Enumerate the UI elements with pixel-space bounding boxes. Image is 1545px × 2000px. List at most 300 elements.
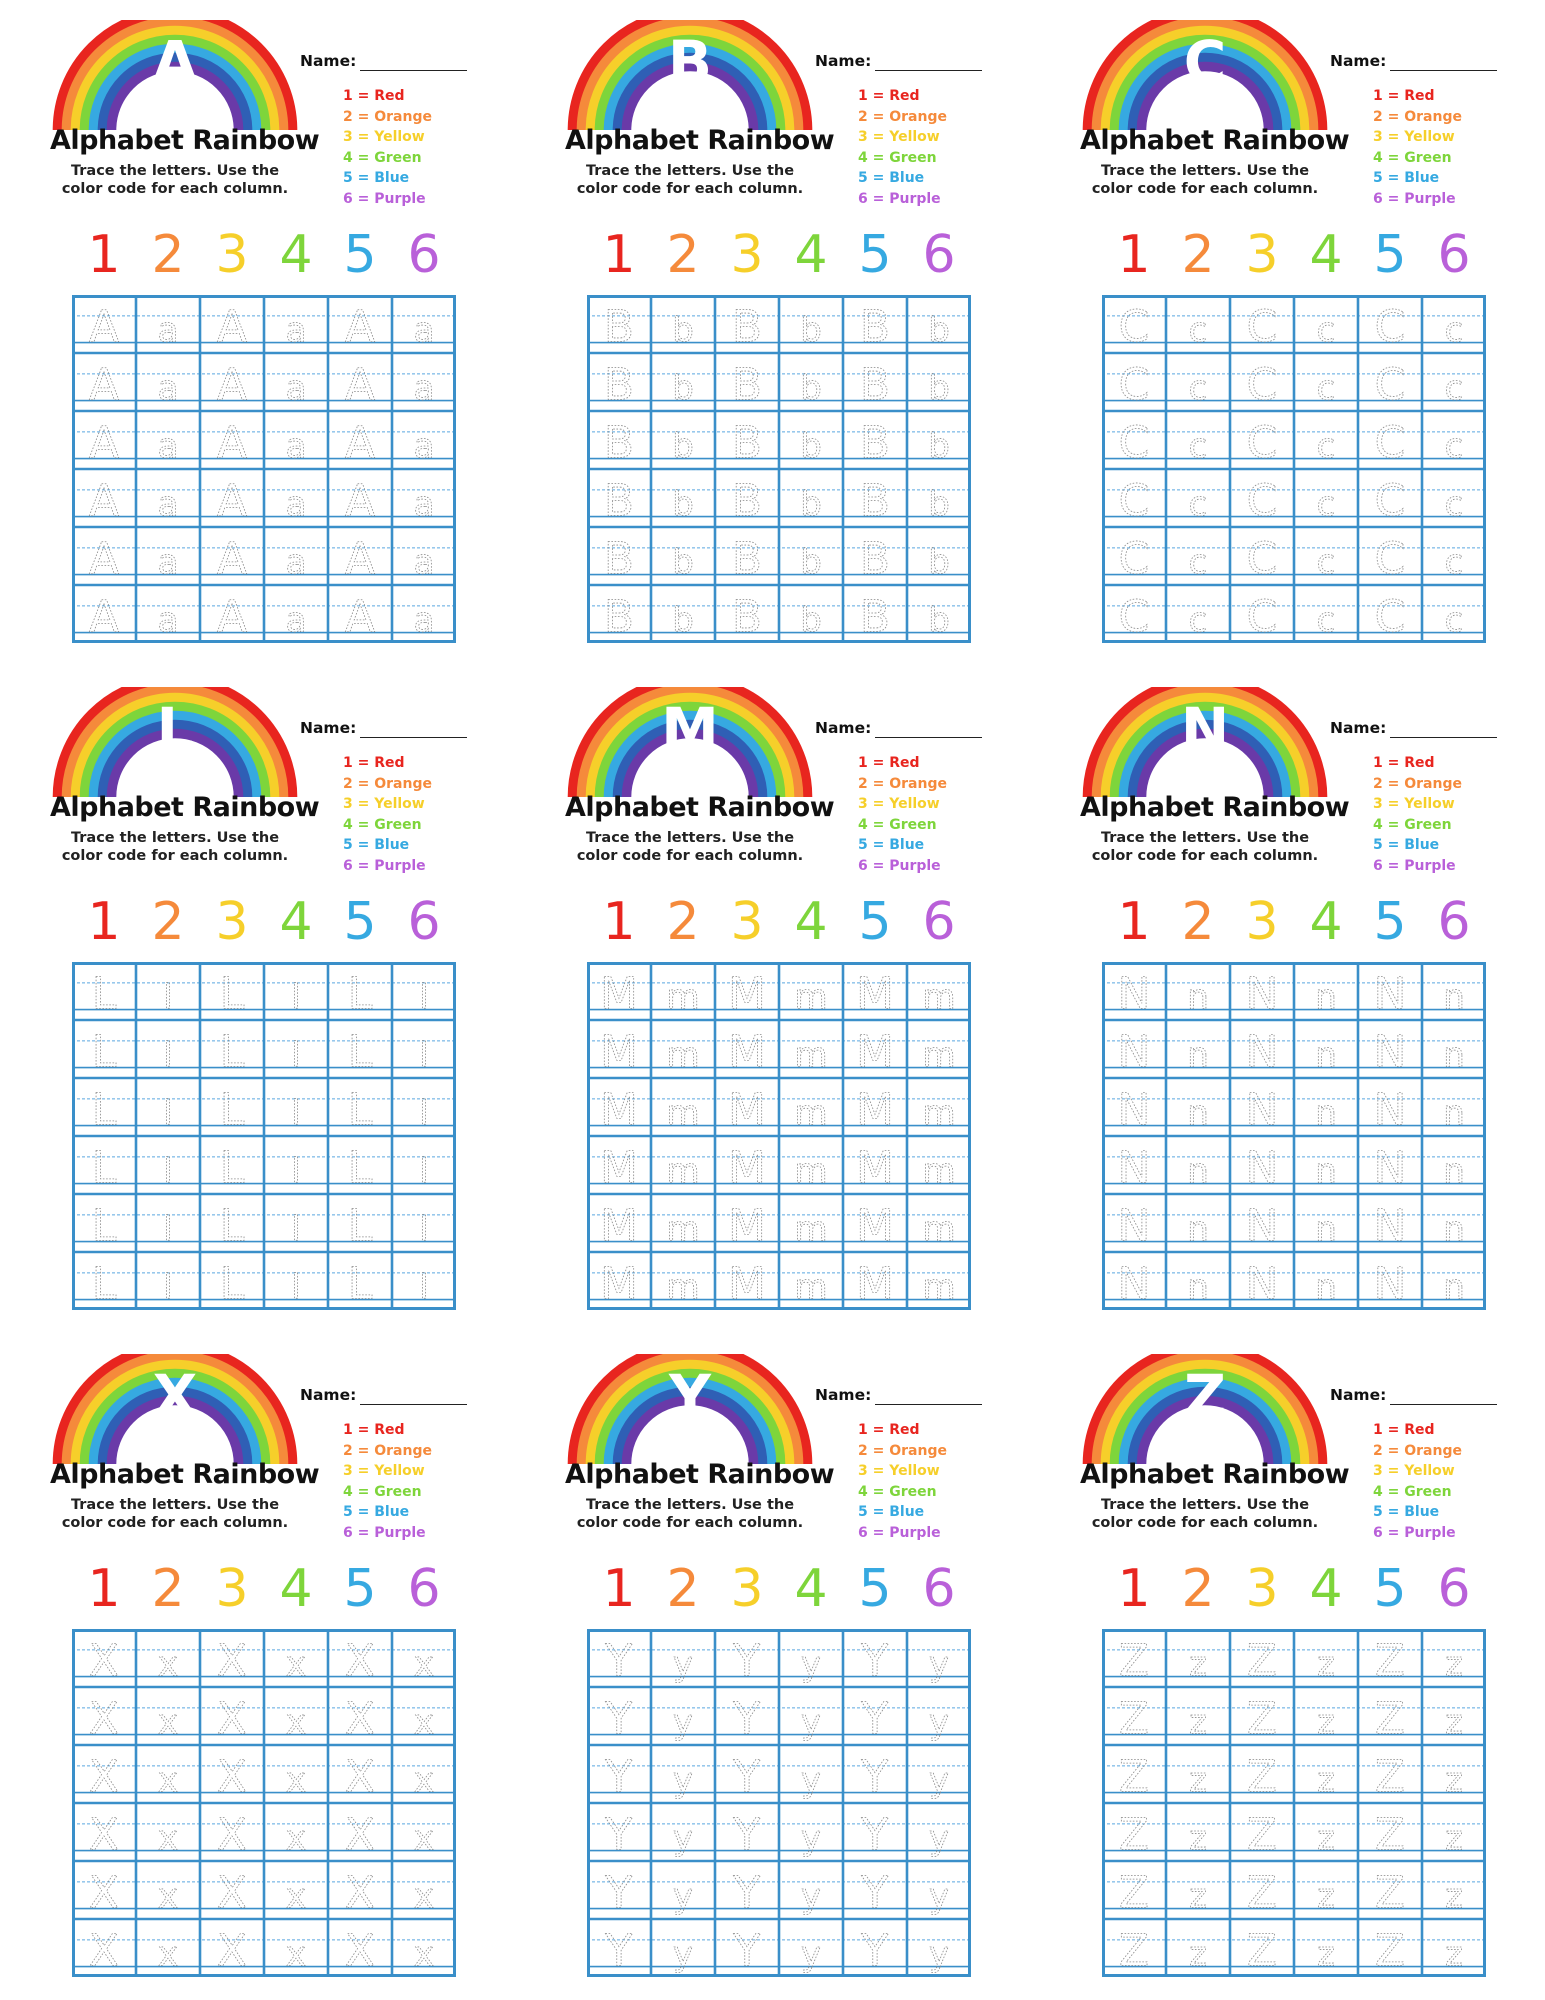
trace-letter[interactable]: y [672, 1934, 694, 1975]
trace-letter[interactable]: b [928, 426, 950, 467]
trace-letter[interactable]: A [216, 359, 248, 411]
trace-letter[interactable]: y [928, 1818, 950, 1859]
trace-letter[interactable]: x [285, 1644, 307, 1685]
trace-letter[interactable]: c [1444, 426, 1464, 467]
trace-letter[interactable]: Y [605, 1693, 633, 1745]
trace-letter[interactable]: X [344, 1925, 376, 1977]
trace-letter[interactable]: B [859, 533, 891, 585]
trace-letter[interactable]: N [1373, 1026, 1407, 1078]
trace-letter[interactable]: Y [861, 1809, 889, 1861]
trace-letter[interactable]: M [728, 1258, 766, 1310]
trace-letter[interactable]: C [1374, 533, 1406, 585]
trace-letter[interactable]: Y [861, 1693, 889, 1745]
tracing-grid[interactable] [587, 1629, 971, 1977]
trace-letter[interactable]: l [291, 1035, 301, 1076]
trace-letter[interactable]: b [672, 542, 694, 583]
trace-letter[interactable]: L [347, 1258, 373, 1310]
trace-letter[interactable]: N [1373, 1200, 1407, 1252]
trace-letter[interactable]: z [1189, 1818, 1207, 1859]
trace-letter[interactable]: M [600, 968, 638, 1020]
trace-letter[interactable]: y [928, 1760, 950, 1801]
trace-letter[interactable]: N [1117, 1200, 1151, 1252]
trace-letter[interactable]: z [1317, 1760, 1335, 1801]
trace-letter[interactable]: X [88, 1925, 120, 1977]
tracing-grid[interactable] [587, 962, 971, 1310]
trace-letter[interactable]: z [1445, 1934, 1463, 1975]
trace-letter[interactable]: x [157, 1876, 179, 1917]
trace-letter[interactable]: a [285, 484, 307, 525]
trace-letter[interactable]: N [1117, 968, 1151, 1020]
trace-letter[interactable]: x [413, 1644, 435, 1685]
trace-letter[interactable]: A [88, 475, 120, 527]
trace-letter[interactable]: Z [1246, 1809, 1278, 1861]
trace-letter[interactable]: n [1315, 1035, 1337, 1076]
trace-letter[interactable]: N [1117, 1142, 1151, 1194]
trace-letter[interactable]: c [1316, 310, 1336, 351]
trace-letter[interactable]: Z [1246, 1751, 1278, 1803]
trace-letter[interactable]: c [1444, 542, 1464, 583]
trace-letter[interactable]: C [1246, 475, 1278, 527]
trace-letter[interactable]: A [344, 301, 376, 353]
trace-letter[interactable]: x [157, 1818, 179, 1859]
trace-letter[interactable]: x [413, 1760, 435, 1801]
trace-letter[interactable]: a [285, 600, 307, 641]
trace-letter[interactable]: b [672, 368, 694, 409]
trace-letter[interactable]: z [1189, 1934, 1207, 1975]
trace-letter[interactable]: M [856, 1142, 894, 1194]
trace-letter[interactable]: B [731, 301, 763, 353]
trace-letter[interactable]: y [800, 1876, 822, 1917]
trace-letter[interactable]: l [163, 1267, 173, 1308]
name-write-line[interactable] [360, 1404, 467, 1405]
trace-letter[interactable]: Z [1246, 1635, 1278, 1687]
trace-letter[interactable]: b [672, 484, 694, 525]
trace-letter[interactable]: x [413, 1818, 435, 1859]
trace-letter[interactable]: c [1444, 484, 1464, 525]
trace-letter[interactable]: Y [861, 1635, 889, 1687]
trace-letter[interactable]: x [157, 1702, 179, 1743]
trace-letter[interactable]: n [1315, 1093, 1337, 1134]
trace-letter[interactable]: Z [1246, 1867, 1278, 1919]
trace-letter[interactable]: a [413, 600, 435, 641]
trace-letter[interactable]: y [672, 1702, 694, 1743]
trace-letter[interactable]: M [600, 1084, 638, 1136]
trace-letter[interactable]: n [1187, 977, 1209, 1018]
trace-letter[interactable]: L [91, 1258, 117, 1310]
trace-letter[interactable]: L [91, 968, 117, 1020]
trace-letter[interactable]: n [1187, 1209, 1209, 1250]
trace-letter[interactable]: A [88, 301, 120, 353]
trace-letter[interactable]: y [800, 1702, 822, 1743]
trace-letter[interactable]: x [285, 1818, 307, 1859]
trace-letter[interactable]: b [928, 368, 950, 409]
trace-letter[interactable]: X [344, 1751, 376, 1803]
trace-letter[interactable]: C [1246, 359, 1278, 411]
trace-letter[interactable]: Y [733, 1925, 761, 1977]
trace-letter[interactable]: y [800, 1934, 822, 1975]
trace-letter[interactable]: L [91, 1026, 117, 1078]
trace-letter[interactable]: A [216, 475, 248, 527]
trace-letter[interactable]: c [1316, 600, 1336, 641]
trace-letter[interactable]: B [731, 475, 763, 527]
trace-letter[interactable]: N [1245, 1026, 1279, 1078]
trace-letter[interactable]: M [856, 1258, 894, 1310]
trace-letter[interactable]: Y [605, 1809, 633, 1861]
name-write-line[interactable] [875, 70, 982, 71]
trace-letter[interactable]: z [1445, 1644, 1463, 1685]
trace-letter[interactable]: l [291, 1093, 301, 1134]
trace-letter[interactable]: L [219, 1142, 245, 1194]
trace-letter[interactable]: n [1187, 1151, 1209, 1192]
trace-letter[interactable]: c [1188, 368, 1208, 409]
trace-letter[interactable]: M [728, 1084, 766, 1136]
trace-letter[interactable]: C [1246, 301, 1278, 353]
trace-letter[interactable]: N [1245, 1200, 1279, 1252]
trace-letter[interactable]: l [291, 1209, 301, 1250]
trace-letter[interactable]: x [157, 1760, 179, 1801]
trace-letter[interactable]: z [1317, 1644, 1335, 1685]
trace-letter[interactable]: Z [1374, 1693, 1406, 1745]
trace-letter[interactable]: M [728, 1142, 766, 1194]
trace-letter[interactable]: x [285, 1934, 307, 1975]
trace-letter[interactable]: L [347, 1026, 373, 1078]
trace-letter[interactable]: N [1117, 1084, 1151, 1136]
trace-letter[interactable]: A [88, 591, 120, 643]
trace-letter[interactable]: N [1245, 1258, 1279, 1310]
trace-letter[interactable]: N [1117, 1026, 1151, 1078]
trace-letter[interactable]: z [1317, 1702, 1335, 1743]
trace-letter[interactable]: Y [605, 1925, 633, 1977]
trace-letter[interactable]: m [922, 1209, 956, 1250]
trace-letter[interactable]: a [413, 310, 435, 351]
trace-letter[interactable]: L [219, 1258, 245, 1310]
trace-letter[interactable]: n [1315, 1209, 1337, 1250]
trace-letter[interactable]: L [347, 1200, 373, 1252]
trace-letter[interactable]: z [1189, 1876, 1207, 1917]
trace-letter[interactable]: m [666, 1093, 700, 1134]
trace-letter[interactable]: a [285, 426, 307, 467]
trace-letter[interactable]: B [731, 591, 763, 643]
trace-letter[interactable]: C [1118, 417, 1150, 469]
trace-letter[interactable]: X [216, 1693, 248, 1745]
trace-letter[interactable]: c [1444, 368, 1464, 409]
tracing-grid[interactable] [72, 295, 456, 643]
trace-letter[interactable]: L [219, 1026, 245, 1078]
trace-letter[interactable]: b [928, 600, 950, 641]
trace-letter[interactable]: l [419, 1209, 429, 1250]
trace-letter[interactable]: y [928, 1644, 950, 1685]
trace-letter[interactable]: m [666, 1267, 700, 1308]
trace-letter[interactable]: l [419, 1093, 429, 1134]
trace-letter[interactable]: y [928, 1876, 950, 1917]
trace-letter[interactable]: z [1445, 1760, 1463, 1801]
trace-letter[interactable]: B [859, 591, 891, 643]
trace-letter[interactable]: c [1188, 600, 1208, 641]
trace-letter[interactable]: Z [1118, 1693, 1150, 1745]
trace-letter[interactable]: b [800, 600, 822, 641]
trace-letter[interactable]: N [1373, 968, 1407, 1020]
trace-letter[interactable]: M [600, 1142, 638, 1194]
trace-letter[interactable]: c [1188, 484, 1208, 525]
trace-letter[interactable]: Z [1246, 1925, 1278, 1977]
tracing-grid[interactable] [72, 962, 456, 1310]
trace-letter[interactable]: Y [605, 1867, 633, 1919]
trace-letter[interactable]: M [600, 1200, 638, 1252]
trace-letter[interactable]: a [157, 426, 179, 467]
trace-letter[interactable]: b [800, 542, 822, 583]
trace-letter[interactable]: B [859, 359, 891, 411]
trace-letter[interactable]: z [1317, 1934, 1335, 1975]
trace-letter[interactable]: M [600, 1258, 638, 1310]
trace-letter[interactable]: Z [1118, 1751, 1150, 1803]
trace-letter[interactable]: L [347, 968, 373, 1020]
trace-letter[interactable]: Y [733, 1635, 761, 1687]
trace-letter[interactable]: y [672, 1644, 694, 1685]
trace-letter[interactable]: B [603, 475, 635, 527]
trace-letter[interactable]: l [419, 1267, 429, 1308]
trace-letter[interactable]: B [859, 475, 891, 527]
tracing-grid[interactable] [1102, 1629, 1486, 1977]
trace-letter[interactable]: l [419, 977, 429, 1018]
trace-letter[interactable]: A [216, 301, 248, 353]
trace-letter[interactable]: M [856, 1026, 894, 1078]
trace-letter[interactable]: Y [733, 1809, 761, 1861]
trace-letter[interactable]: m [794, 977, 828, 1018]
trace-letter[interactable]: N [1373, 1258, 1407, 1310]
trace-letter[interactable]: A [216, 533, 248, 585]
trace-letter[interactable]: L [347, 1084, 373, 1136]
trace-letter[interactable]: a [413, 542, 435, 583]
trace-letter[interactable]: c [1444, 600, 1464, 641]
trace-letter[interactable]: A [88, 533, 120, 585]
trace-letter[interactable]: x [285, 1876, 307, 1917]
trace-letter[interactable]: n [1315, 1151, 1337, 1192]
trace-letter[interactable]: Z [1118, 1925, 1150, 1977]
trace-letter[interactable]: A [216, 591, 248, 643]
trace-letter[interactable]: Y [861, 1925, 889, 1977]
trace-letter[interactable]: l [291, 1267, 301, 1308]
trace-letter[interactable]: A [344, 591, 376, 643]
trace-letter[interactable]: x [413, 1934, 435, 1975]
trace-letter[interactable]: A [344, 475, 376, 527]
trace-letter[interactable]: X [344, 1635, 376, 1687]
tracing-grid[interactable] [1102, 295, 1486, 643]
trace-letter[interactable]: N [1117, 1258, 1151, 1310]
trace-letter[interactable]: L [91, 1084, 117, 1136]
trace-letter[interactable]: Y [733, 1751, 761, 1803]
trace-letter[interactable]: M [728, 1026, 766, 1078]
trace-letter[interactable]: m [666, 1151, 700, 1192]
trace-letter[interactable]: b [672, 600, 694, 641]
trace-letter[interactable]: y [672, 1760, 694, 1801]
trace-letter[interactable]: Z [1118, 1809, 1150, 1861]
trace-letter[interactable]: X [216, 1925, 248, 1977]
trace-letter[interactable]: a [157, 542, 179, 583]
trace-letter[interactable]: l [291, 1151, 301, 1192]
trace-letter[interactable]: x [157, 1934, 179, 1975]
trace-letter[interactable]: N [1373, 1142, 1407, 1194]
trace-letter[interactable]: y [672, 1876, 694, 1917]
trace-letter[interactable]: b [800, 484, 822, 525]
tracing-grid[interactable] [587, 295, 971, 643]
trace-letter[interactable]: a [285, 368, 307, 409]
trace-letter[interactable]: a [413, 484, 435, 525]
trace-letter[interactable]: c [1444, 310, 1464, 351]
trace-letter[interactable]: A [88, 417, 120, 469]
trace-letter[interactable]: c [1188, 542, 1208, 583]
trace-letter[interactable]: n [1443, 1267, 1465, 1308]
trace-letter[interactable]: N [1245, 1084, 1279, 1136]
trace-letter[interactable]: m [922, 1093, 956, 1134]
trace-letter[interactable]: Y [733, 1693, 761, 1745]
trace-letter[interactable]: C [1118, 591, 1150, 643]
trace-letter[interactable]: m [794, 1035, 828, 1076]
trace-letter[interactable]: z [1189, 1760, 1207, 1801]
trace-letter[interactable]: m [666, 977, 700, 1018]
trace-letter[interactable]: z [1189, 1702, 1207, 1743]
trace-letter[interactable]: a [413, 426, 435, 467]
trace-letter[interactable]: X [88, 1635, 120, 1687]
tracing-grid[interactable] [1102, 962, 1486, 1310]
trace-letter[interactable]: L [219, 1200, 245, 1252]
trace-letter[interactable]: A [344, 359, 376, 411]
trace-letter[interactable]: c [1316, 542, 1336, 583]
trace-letter[interactable]: c [1316, 368, 1336, 409]
trace-letter[interactable]: a [157, 310, 179, 351]
trace-letter[interactable]: B [859, 417, 891, 469]
trace-letter[interactable]: Z [1118, 1635, 1150, 1687]
trace-letter[interactable]: a [157, 368, 179, 409]
trace-letter[interactable]: y [672, 1818, 694, 1859]
trace-letter[interactable]: l [419, 1151, 429, 1192]
trace-letter[interactable]: n [1443, 977, 1465, 1018]
trace-letter[interactable]: m [794, 1093, 828, 1134]
trace-letter[interactable]: A [344, 417, 376, 469]
trace-letter[interactable]: c [1316, 484, 1336, 525]
trace-letter[interactable]: X [88, 1867, 120, 1919]
trace-letter[interactable]: a [285, 310, 307, 351]
trace-letter[interactable]: n [1443, 1093, 1465, 1134]
trace-letter[interactable]: N [1245, 1142, 1279, 1194]
trace-letter[interactable]: Y [733, 1867, 761, 1919]
trace-letter[interactable]: b [928, 542, 950, 583]
trace-letter[interactable]: l [419, 1035, 429, 1076]
name-write-line[interactable] [360, 737, 467, 738]
trace-letter[interactable]: X [88, 1809, 120, 1861]
trace-letter[interactable]: A [216, 417, 248, 469]
trace-letter[interactable]: b [928, 484, 950, 525]
trace-letter[interactable]: C [1246, 417, 1278, 469]
trace-letter[interactable]: L [91, 1200, 117, 1252]
trace-letter[interactable]: Z [1118, 1867, 1150, 1919]
trace-letter[interactable]: z [1445, 1702, 1463, 1743]
trace-letter[interactable]: L [347, 1142, 373, 1194]
trace-letter[interactable]: n [1443, 1035, 1465, 1076]
trace-letter[interactable]: l [163, 1093, 173, 1134]
trace-letter[interactable]: n [1315, 1267, 1337, 1308]
trace-letter[interactable]: C [1374, 591, 1406, 643]
trace-letter[interactable]: l [163, 1151, 173, 1192]
trace-letter[interactable]: a [285, 542, 307, 583]
trace-letter[interactable]: a [157, 484, 179, 525]
trace-letter[interactable]: l [163, 1209, 173, 1250]
trace-letter[interactable]: x [413, 1702, 435, 1743]
trace-letter[interactable]: L [91, 1142, 117, 1194]
trace-letter[interactable]: m [922, 1267, 956, 1308]
trace-letter[interactable]: b [800, 426, 822, 467]
trace-letter[interactable]: X [216, 1751, 248, 1803]
trace-letter[interactable]: Z [1374, 1809, 1406, 1861]
trace-letter[interactable]: Z [1374, 1867, 1406, 1919]
trace-letter[interactable]: m [922, 1035, 956, 1076]
name-write-line[interactable] [1390, 1404, 1497, 1405]
trace-letter[interactable]: n [1187, 1035, 1209, 1076]
trace-letter[interactable]: m [666, 1209, 700, 1250]
trace-letter[interactable]: N [1245, 968, 1279, 1020]
tracing-grid[interactable] [72, 1629, 456, 1977]
trace-letter[interactable]: L [219, 968, 245, 1020]
trace-letter[interactable]: x [413, 1876, 435, 1917]
trace-letter[interactable]: y [800, 1644, 822, 1685]
trace-letter[interactable]: z [1317, 1818, 1335, 1859]
trace-letter[interactable]: M [856, 1200, 894, 1252]
trace-letter[interactable]: b [672, 426, 694, 467]
trace-letter[interactable]: X [216, 1635, 248, 1687]
trace-letter[interactable]: m [794, 1267, 828, 1308]
trace-letter[interactable]: x [285, 1702, 307, 1743]
trace-letter[interactable]: c [1316, 426, 1336, 467]
trace-letter[interactable]: C [1246, 591, 1278, 643]
trace-letter[interactable]: B [603, 533, 635, 585]
trace-letter[interactable]: X [344, 1867, 376, 1919]
trace-letter[interactable]: x [285, 1760, 307, 1801]
trace-letter[interactable]: Y [861, 1867, 889, 1919]
trace-letter[interactable]: X [344, 1693, 376, 1745]
trace-letter[interactable]: N [1373, 1084, 1407, 1136]
trace-letter[interactable]: x [157, 1644, 179, 1685]
trace-letter[interactable]: b [800, 368, 822, 409]
trace-letter[interactable]: B [603, 591, 635, 643]
trace-letter[interactable]: m [922, 1151, 956, 1192]
trace-letter[interactable]: C [1374, 417, 1406, 469]
trace-letter[interactable]: X [88, 1751, 120, 1803]
trace-letter[interactable]: X [344, 1809, 376, 1861]
trace-letter[interactable]: C [1374, 301, 1406, 353]
trace-letter[interactable]: C [1246, 533, 1278, 585]
trace-letter[interactable]: C [1118, 475, 1150, 527]
trace-letter[interactable]: y [800, 1760, 822, 1801]
trace-letter[interactable]: z [1445, 1818, 1463, 1859]
trace-letter[interactable]: z [1445, 1876, 1463, 1917]
trace-letter[interactable]: z [1317, 1876, 1335, 1917]
trace-letter[interactable]: B [731, 417, 763, 469]
name-write-line[interactable] [875, 737, 982, 738]
trace-letter[interactable]: m [794, 1151, 828, 1192]
trace-letter[interactable]: M [728, 1200, 766, 1252]
trace-letter[interactable]: a [157, 600, 179, 641]
trace-letter[interactable]: b [800, 310, 822, 351]
trace-letter[interactable]: l [291, 977, 301, 1018]
trace-letter[interactable]: Z [1246, 1693, 1278, 1745]
trace-letter[interactable]: Y [861, 1751, 889, 1803]
trace-letter[interactable]: c [1188, 310, 1208, 351]
trace-letter[interactable]: Y [605, 1635, 633, 1687]
trace-letter[interactable]: M [728, 968, 766, 1020]
trace-letter[interactable]: B [731, 359, 763, 411]
trace-letter[interactable]: C [1118, 301, 1150, 353]
trace-letter[interactable]: C [1118, 359, 1150, 411]
trace-letter[interactable]: y [928, 1702, 950, 1743]
